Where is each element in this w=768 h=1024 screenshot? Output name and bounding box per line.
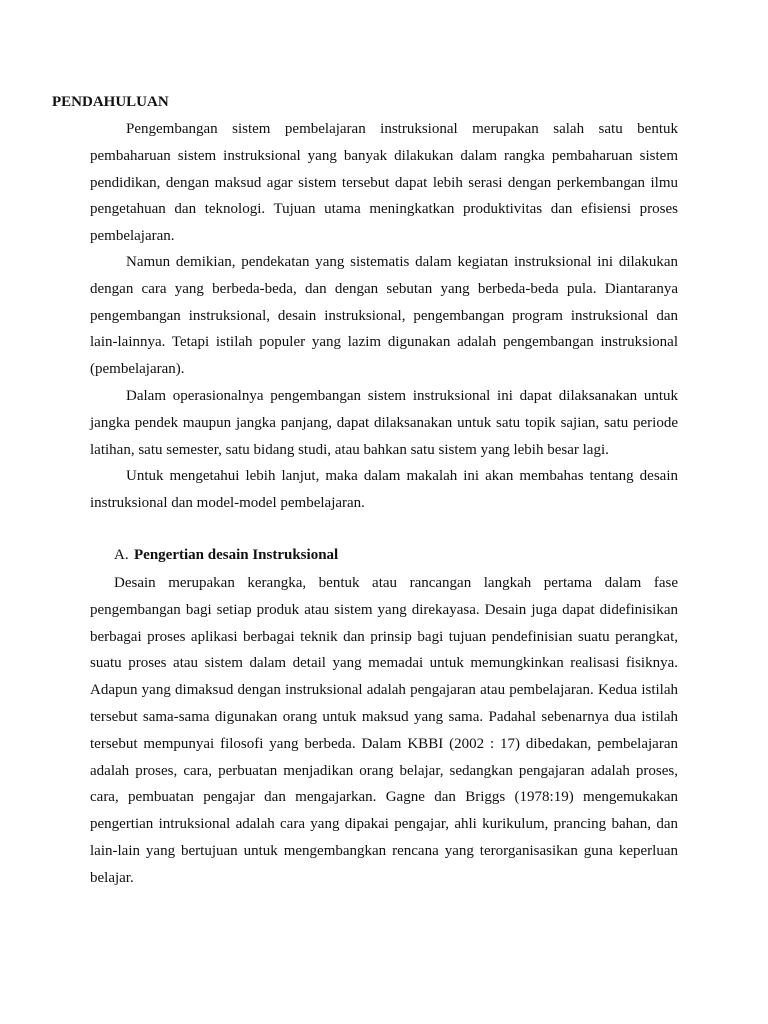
document-heading: PENDAHULUAN [52,94,169,110]
paragraph-2: Namun demikian, pendekatan yang sistematis dalam kegiatan instruksional ini dilakukan dengan cara yang berbeda-beda, dan dengan sebutan yang berbeda-beda pula. Diantaranya pengembangan instruksional, desain instruksional, pengembangan program instruksional dan lain-lainnya. Tetapi istilah populer yang lazim digunakan adalah pengembangan instruksional (pembelajaran). [90,254,678,378]
section-a-number: A. [114,547,129,563]
paragraph-4: Untuk mengetahui lebih lanjut, maka dalam makalah ini akan membahas tentang desain instruksional dan model-model pembelajaran. [90,468,678,511]
paragraph-3: Dalam operasionalnya pengembangan sistem instruksional ini dapat dilaksanakan untuk jangka pendek maupun jangka panjang, dapat dilaksanakan untuk satu topik sajian, satu periode latihan, satu semester, satu bidang studi, atau bahkan satu sistem yang lebih besar lagi. [90,388,678,458]
section-a-title: Pengertian desain Instruksional [134,547,339,563]
section-a-paragraph: Desain merupakan kerangka, bentuk atau rancangan langkah pertama dalam fase pengembangan bagi setiap produk atau sistem yang direkayasa. Desain juga dapat didefinisikan berbagai proses aplikasi berbagai teknik dan prinsip bagi tujuan pendefinisian suatu perangkat, suatu proses atau sistem dalam detail yang memadai untuk memungkinkan realisasi fisiknya. Adapun yang dimaksud dengan instruksional adalah pengajaran atau pembelajaran. Kedua istilah tersebut sama-sama digunakan orang untuk maksud yang sama. Padahal sebenarnya dua istilah tersebut mempunyai filosofi yang berbeda. Dalam KBBI (2002 : 17) dibedakan, pembelajaran adalah proses, cara, perbuatan menjadikan orang belajar, sedangkan pengajaran adalah proses, cara, pembuatan pengajar dan mengajarkan. Gagne dan Briggs (1978:19) mengemukakan pengertian intruksional adalah cara yang dipakai pengajar, ahli kurikulum, prancing bahan, dan lain-lain yang bertujuan untuk mengembangkan rencana yang terorganisasikan guna keperluan belajar. [90,575,678,886]
section-a-heading [114,545,338,565]
paragraph-1: Pengembangan sistem pembelajaran instruksional merupakan salah satu bentuk pembaharuan sistem instruksional yang banyak dilakukan dalam rangka pembaharuan sistem pendidikan, dengan maksud agar sistem tersebut dapat lebih serasi dengan perkembangan ilmu pengetahuan dan teknologi. Tujuan utama meningkatkan produktivitas dan efisiensi proses pembelajaran. [90,121,678,245]
